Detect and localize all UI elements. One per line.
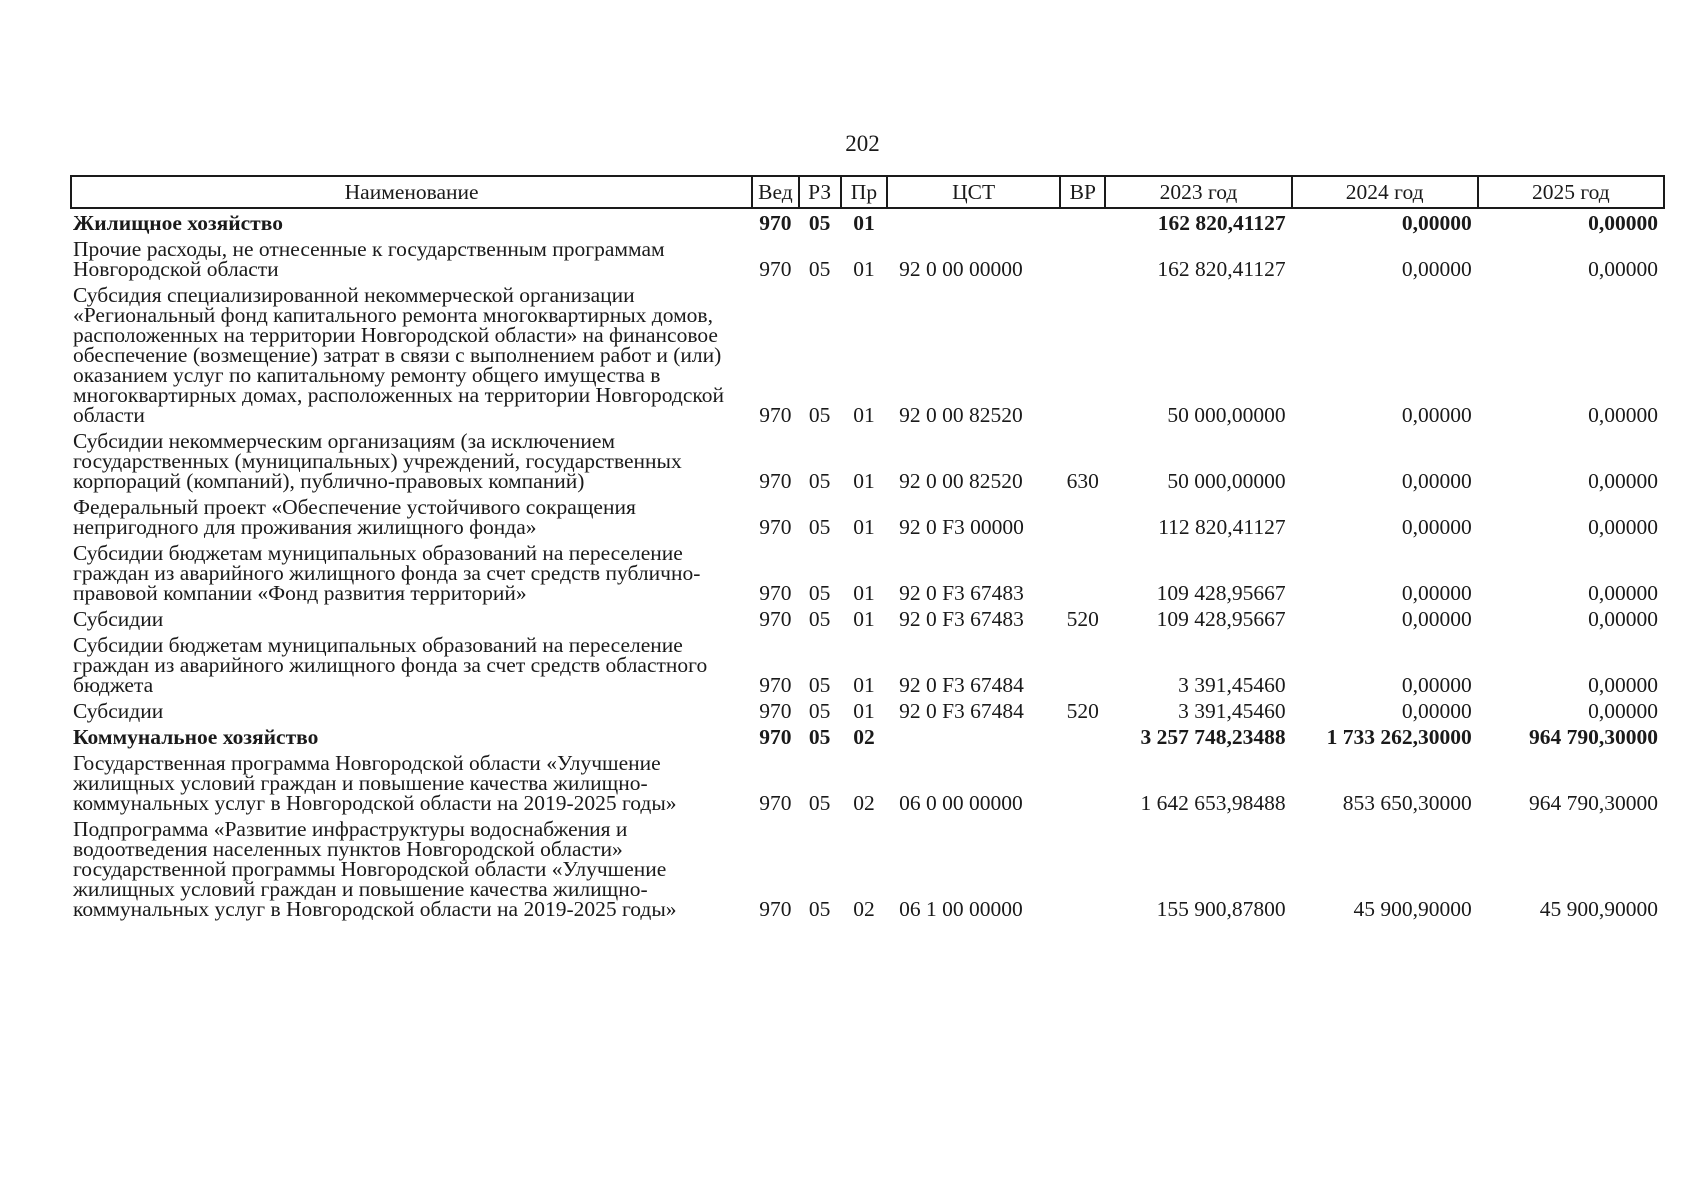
row-name: Прочие расходы, не отнесенные к государственным программам Новгородской области — [73, 237, 665, 281]
header-rz: РЗ — [799, 176, 841, 208]
row-rz: 05 — [808, 257, 831, 281]
row-cst — [887, 723, 1060, 749]
row-2023: 50 000,00000 — [1167, 469, 1286, 493]
row-ved: 970 — [759, 515, 792, 539]
row-2023: 3 391,45460 — [1178, 673, 1286, 697]
table-row — [71, 631, 1664, 697]
table-row — [71, 539, 1664, 605]
row-rz: 05 — [808, 469, 831, 493]
row-2023: 109 428,95667 — [1156, 607, 1286, 631]
row-cst: 92 0 00 82520 — [899, 469, 1023, 493]
row-ved: 970 — [759, 403, 792, 427]
row-cst — [887, 208, 1060, 235]
header-2023: 2023 год — [1105, 176, 1291, 208]
row-2025: 0,00000 — [1588, 211, 1658, 235]
row-2024: 0,00000 — [1401, 581, 1472, 605]
row-2024: 853 650,30000 — [1342, 791, 1472, 815]
row-rz: 05 — [808, 725, 831, 749]
row-pr: 02 — [853, 725, 875, 749]
row-pr: 02 — [853, 897, 875, 921]
row-2023: 112 820,41127 — [1158, 515, 1286, 539]
row-pr: 01 — [853, 403, 875, 427]
header-name: Наименование — [71, 176, 752, 208]
row-vr — [1060, 539, 1105, 605]
row-rz: 05 — [808, 607, 831, 631]
row-rz: 05 — [808, 897, 831, 921]
row-2024: 0,00000 — [1401, 403, 1472, 427]
row-2025: 0,00000 — [1588, 515, 1658, 539]
row-2025: 0,00000 — [1588, 607, 1658, 631]
row-name: Субсидии — [73, 607, 164, 631]
row-2023: 3 257 748,23488 — [1140, 725, 1286, 749]
row-pr: 01 — [853, 673, 875, 697]
row-2024: 0,00000 — [1401, 699, 1472, 723]
row-vr — [1060, 631, 1105, 697]
row-vr: 520 — [1066, 699, 1099, 723]
page-number: 202 — [845, 131, 880, 156]
row-pr: 01 — [853, 257, 875, 281]
row-2024: 45 900,90000 — [1353, 897, 1472, 921]
row-2024: 0,00000 — [1401, 469, 1472, 493]
row-cst: 92 0 F3 67484 — [899, 673, 1024, 697]
row-ved: 970 — [759, 725, 792, 749]
row-cst: 92 0 00 00000 — [899, 257, 1023, 281]
row-2023: 109 428,95667 — [1156, 581, 1286, 605]
row-2023: 1 642 653,98488 — [1140, 791, 1286, 815]
row-2025: 0,00000 — [1588, 403, 1658, 427]
row-pr: 01 — [853, 469, 875, 493]
row-cst: 92 0 F3 67484 — [899, 699, 1024, 723]
row-2023: 3 391,45460 — [1178, 699, 1286, 723]
table-header — [71, 176, 1664, 208]
header-ved: Вед — [752, 176, 798, 208]
row-vr — [1060, 815, 1105, 921]
row-name: Государственная программа Новгородской области «Улучшение жилищных условий граждан и повышение качества жилищно-коммунальных услуг в Новгородской области на 2019-2025 годы» — [73, 751, 677, 815]
row-vr — [1060, 723, 1105, 749]
row-cst: 92 0 F3 00000 — [899, 515, 1024, 539]
row-2025: 45 900,90000 — [1539, 897, 1658, 921]
row-ved: 970 — [759, 607, 792, 631]
row-2025: 0,00000 — [1588, 469, 1658, 493]
row-ved: 970 — [759, 699, 792, 723]
row-rz: 05 — [808, 515, 831, 539]
row-vr — [1060, 235, 1105, 281]
table-row — [71, 815, 1664, 921]
row-2024: 0,00000 — [1401, 515, 1472, 539]
row-ved: 970 — [759, 581, 792, 605]
row-2024: 0,00000 — [1401, 673, 1472, 697]
table-row — [71, 493, 1664, 539]
row-name: Субсидии некоммерческим организациям (за исключением государственных (муниципальных) учреждений, государственных корпораций (компаний), публично-правовых компаний) — [73, 429, 682, 493]
row-name: Субсидия специализированной некоммерческой организации «Региональный фонд капитального ремонта многоквартирных домов, расположенных на территории Новгородской области» на финансовое обеспечение (возмещение) затрат в связи с выполнением работ и (или) оказанием услуг по капитальному ремонту общего имущества в многоквартирных домах, расположенных на территории Новгородской области — [73, 283, 724, 427]
row-ved: 970 — [759, 211, 792, 235]
row-ved: 970 — [759, 257, 792, 281]
row-rz: 05 — [808, 403, 831, 427]
row-ved: 970 — [759, 897, 792, 921]
table-row — [71, 235, 1664, 281]
header-cst: ЦСТ — [887, 176, 1060, 208]
row-pr: 02 — [853, 791, 875, 815]
table-row — [71, 697, 1664, 723]
row-cst: 92 0 F3 67483 — [899, 607, 1024, 631]
row-pr: 01 — [853, 211, 875, 235]
row-pr: 01 — [853, 607, 875, 631]
table-row — [71, 208, 1664, 235]
row-name: Федеральный проект «Обеспечение устойчивого сокращения непригодного для проживания жилищного фонда» — [73, 495, 636, 539]
budget-table — [70, 175, 1665, 921]
row-2025: 964 790,30000 — [1529, 725, 1658, 749]
row-vr: 630 — [1066, 469, 1099, 493]
table-body — [71, 208, 1664, 921]
row-pr: 01 — [853, 699, 875, 723]
row-2024: 0,00000 — [1401, 607, 1472, 631]
row-2024: 0,00000 — [1401, 211, 1472, 235]
header-2025: 2025 год — [1478, 176, 1664, 208]
row-cst: 92 0 F3 67483 — [899, 581, 1024, 605]
row-2025: 0,00000 — [1588, 699, 1658, 723]
row-2024: 0,00000 — [1401, 257, 1472, 281]
row-name: Жилищное хозяйство — [73, 211, 283, 235]
table-row — [71, 281, 1664, 427]
row-ved: 970 — [759, 791, 792, 815]
row-vr: 520 — [1066, 607, 1099, 631]
row-2023: 155 900,87800 — [1156, 897, 1286, 921]
row-name: Субсидии бюджетам муниципальных образований на переселение граждан из аварийного жилищного фонда за счет средств областного бюджета — [73, 633, 708, 697]
row-cst: 92 0 00 82520 — [899, 403, 1023, 427]
row-ved: 970 — [759, 673, 792, 697]
row-2024: 1 733 262,30000 — [1326, 725, 1472, 749]
row-2023: 162 820,41127 — [1157, 257, 1286, 281]
row-vr — [1060, 493, 1105, 539]
row-vr — [1060, 749, 1105, 815]
table-row — [71, 605, 1664, 631]
row-2023: 162 820,41127 — [1157, 211, 1286, 235]
row-name: Подпрограмма «Развитие инфраструктуры водоснабжения и водоотведения населенных пунктов Новгородской области» государственной программы Новгородской области «Улучшение жилищных условий граждан и повышение качества жилищно-коммунальных услуг в Новгородской области на 2019-2025 годы» — [73, 817, 677, 921]
header-2024: 2024 год — [1292, 176, 1478, 208]
row-name: Субсидии бюджетам муниципальных образований на переселение граждан из аварийного жилищного фонда за счет средств публично-правовой компании «Фонд развития территорий» — [73, 541, 701, 605]
row-rz: 05 — [808, 791, 831, 815]
row-rz: 05 — [808, 699, 831, 723]
header-pr: Пр — [841, 176, 887, 208]
row-cst: 06 0 00 00000 — [899, 791, 1023, 815]
table-row — [71, 749, 1664, 815]
row-pr: 01 — [853, 515, 875, 539]
row-vr — [1060, 208, 1105, 235]
row-cst: 06 1 00 00000 — [899, 897, 1023, 921]
row-2025: 0,00000 — [1588, 257, 1658, 281]
table-row — [71, 723, 1664, 749]
row-vr — [1060, 281, 1105, 427]
row-2025: 964 790,30000 — [1529, 791, 1658, 815]
row-name: Коммунальное хозяйство — [73, 725, 319, 749]
row-rz: 05 — [808, 673, 831, 697]
row-2025: 0,00000 — [1588, 581, 1658, 605]
row-2025: 0,00000 — [1588, 673, 1658, 697]
row-rz: 05 — [808, 211, 831, 235]
header-vr: ВР — [1060, 176, 1105, 208]
row-2023: 50 000,00000 — [1167, 403, 1286, 427]
table-row — [71, 427, 1664, 493]
row-ved: 970 — [759, 469, 792, 493]
row-rz: 05 — [808, 581, 831, 605]
row-name: Субсидии — [73, 699, 164, 723]
row-pr: 01 — [853, 581, 875, 605]
